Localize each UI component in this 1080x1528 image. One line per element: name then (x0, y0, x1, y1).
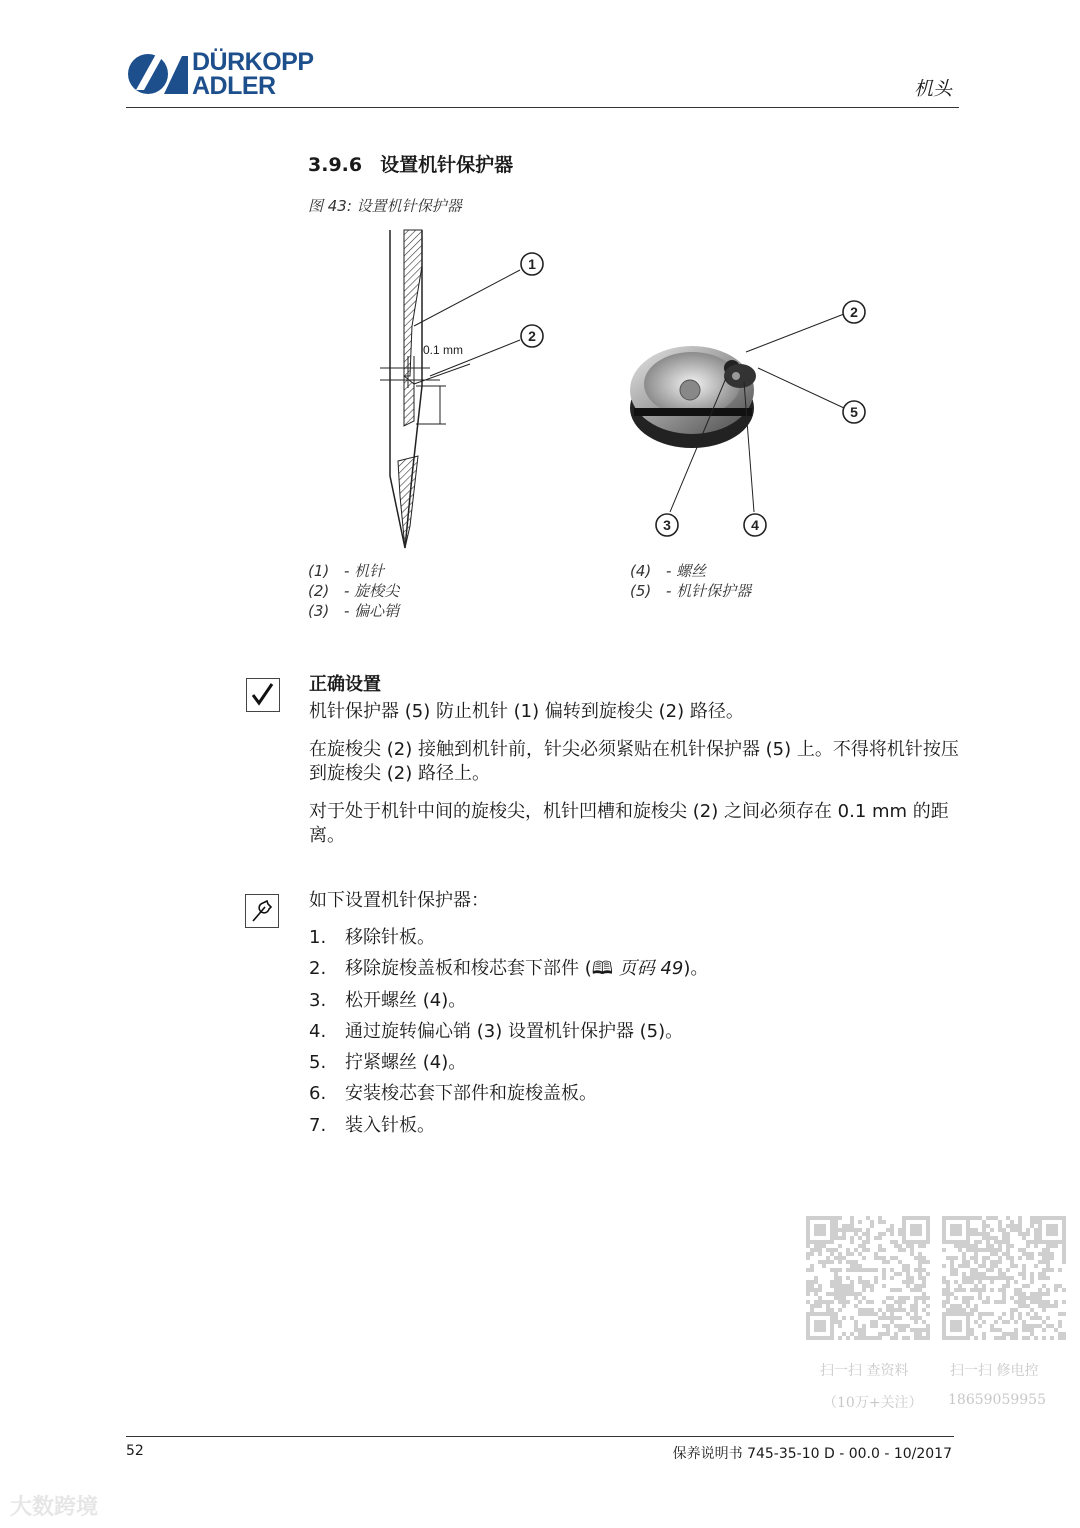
qr-caption: 扫一扫 修电控 (950, 1363, 1039, 1379)
watermark: 大数跨境 (10, 1495, 99, 1520)
note-paragraph: 机针保护器 (5) 防止机针 (1) 偏转到旋梭尖 (2) 路径。 (309, 701, 744, 722)
callout-2 (843, 301, 865, 323)
svg-text:2: 2 (850, 304, 858, 320)
legend-item: (4) - 螺丝 (630, 562, 707, 580)
qr-caption: 18659059955 (948, 1392, 1046, 1408)
svg-text:5: 5 (850, 404, 858, 420)
wrench-icon (245, 894, 279, 928)
footer-document-id: 保养说明书 745-35-10 D - 00.0 - 10/2017 (672, 1446, 952, 1462)
note-heading: 正确设置 (309, 674, 381, 695)
list-item: 5. 拧紧螺丝 (4)。 (309, 1052, 467, 1074)
callout-3 (656, 514, 678, 536)
legend-item: (3) - 偏心销 (308, 602, 400, 620)
book-icon: 🕮 (591, 958, 613, 980)
section-number: 3.9.6 (308, 154, 363, 176)
callout-5 (843, 401, 865, 423)
list-item: 6. 安装梭芯套下部件和旋梭盖板。 (309, 1083, 597, 1105)
legend-item: (5) - 机针保护器 (630, 582, 752, 600)
svg-text:1: 1 (528, 256, 536, 272)
list-item: 3. 松开螺丝 (4)。 (309, 989, 467, 1011)
rotary-hook-diagram (620, 290, 880, 550)
list-item: 7. 装入针板。 (309, 1114, 435, 1136)
checkmark-icon (246, 678, 280, 712)
callout-1 (521, 253, 543, 275)
figure-caption: 图 43: 设置机针保护器 (308, 197, 462, 215)
list-item: 4. 通过旋转偏心销 (3) 设置机针保护器 (5)。 (309, 1020, 684, 1042)
figure-legend-left (308, 561, 399, 621)
callout-4 (744, 514, 766, 536)
note-paragraph: 对于处于机针中间的旋梭尖，机针凹槽和旋梭尖 (2) 之间必须存在 0.1 mm 的距离。 (309, 801, 949, 846)
callout-2 (521, 325, 543, 347)
section-title (308, 150, 513, 177)
brand-name-line2: ADLER (192, 72, 276, 100)
figure-legend-right (630, 561, 751, 601)
page-number: 52 (126, 1443, 144, 1459)
footer-divider (126, 1436, 954, 1437)
brand-name-line1: DÜRKOPP (192, 48, 314, 76)
svg-text:4: 4 (751, 517, 759, 533)
svg-text:2: 2 (528, 328, 536, 344)
page-reference-link[interactable]: 页码 49 (618, 958, 684, 980)
qr-code-left (806, 1216, 930, 1340)
dimension-label: 0.1 mm (423, 343, 464, 357)
list-item: 2. 移除旋梭盖板和梭芯套下部件 (🕮 页码 49)。 (309, 958, 709, 980)
qr-caption: （10万+关注） (823, 1395, 923, 1411)
brand-logo-mark (126, 50, 188, 98)
header-title: 机头 (913, 78, 952, 100)
list-item: 1. 移除针板。 (309, 927, 435, 948)
legend-item: (1) - 机针 (308, 562, 385, 580)
legend-item: (2) - 旋梭尖 (308, 582, 400, 600)
svg-text:3: 3 (663, 517, 671, 533)
header-divider (126, 107, 959, 108)
procedure-steps (309, 922, 708, 1141)
section-title-text: 设置机针保护器 (380, 154, 514, 176)
procedure-intro: 如下设置机针保护器： (309, 890, 489, 911)
note-paragraph: 在旋梭尖 (2) 接触到机针前，针尖必须紧贴在机针保护器 (5) 上。不得将机针按压到旋梭尖 (2) 路径上。 (309, 739, 959, 784)
qr-caption: 扫一扫 查资料 (820, 1363, 909, 1379)
qr-code-right (942, 1216, 1066, 1340)
needle-diagram (370, 226, 560, 556)
